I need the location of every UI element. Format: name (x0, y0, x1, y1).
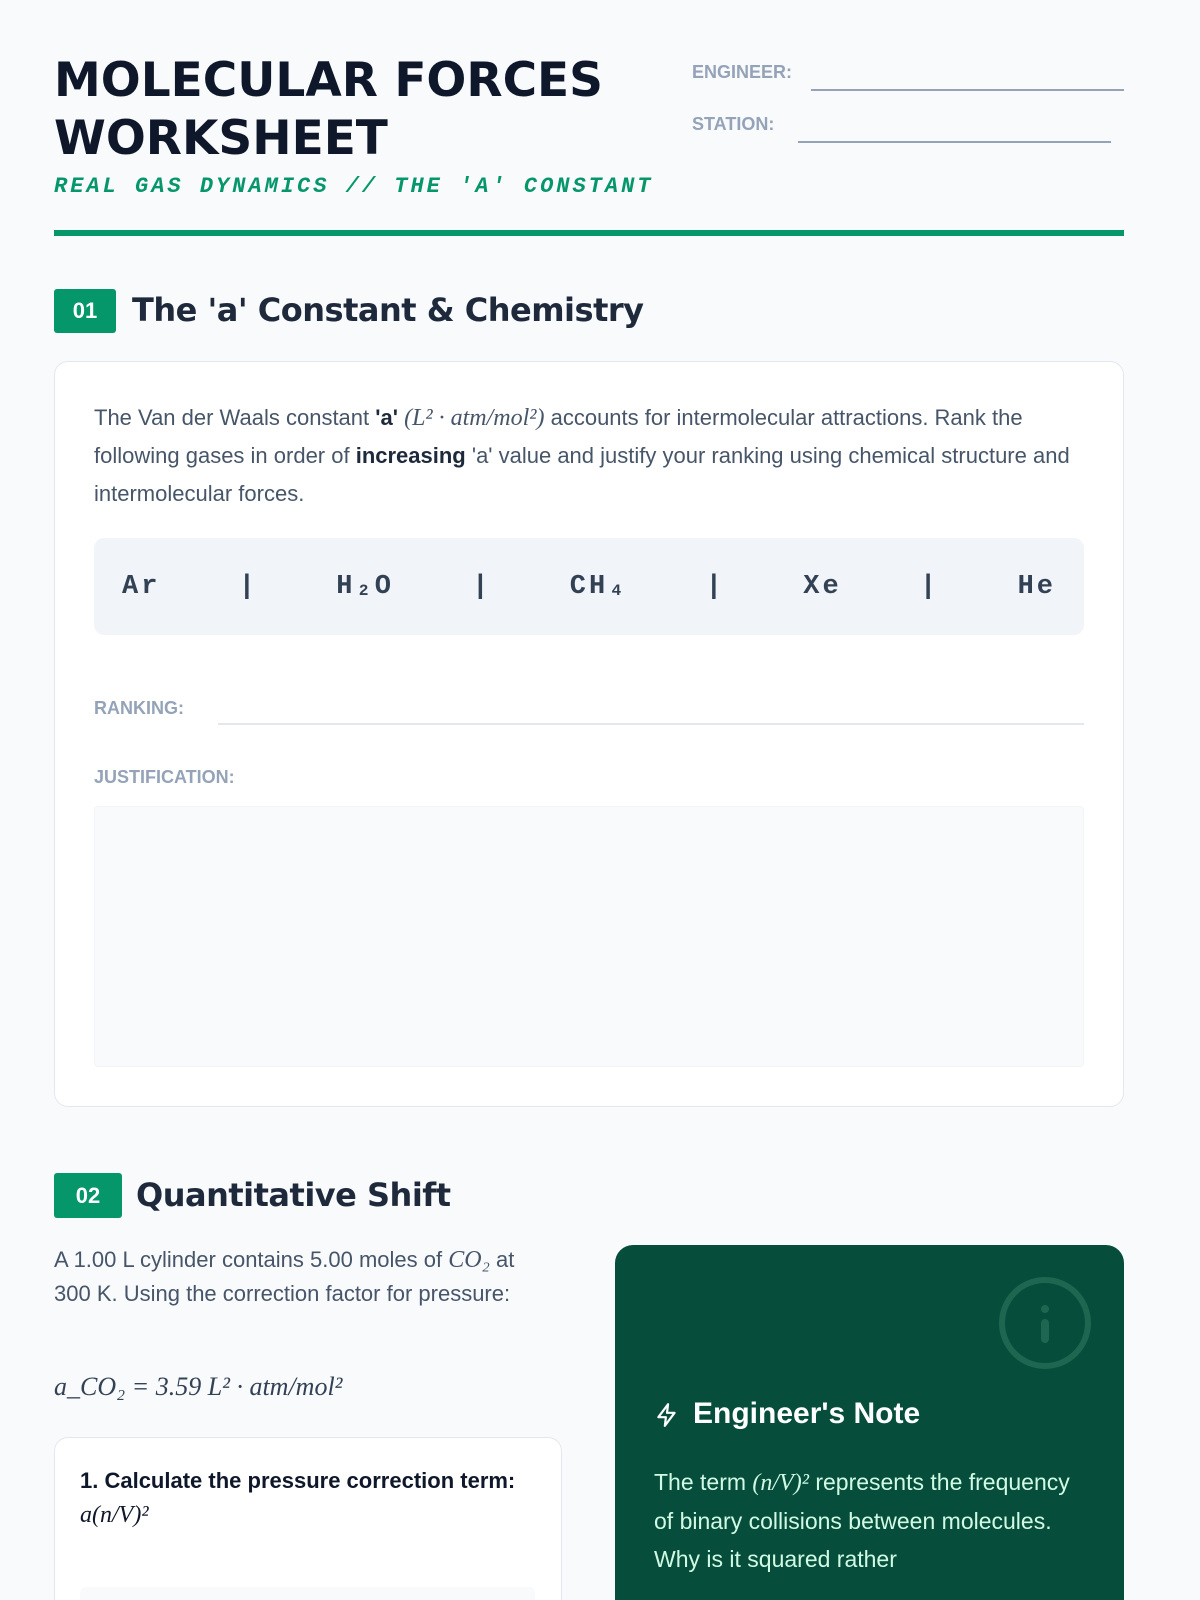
gas-item: Ar (122, 571, 161, 602)
separator: | (705, 571, 725, 602)
note-text: The term (n/V)² represents the frequency of binary collisions between molecules. Why is it squared rather (654, 1469, 1070, 1572)
answer-input[interactable] (80, 1587, 535, 1600)
section2-problem: A 1.00 L cylinder contains 5.00 moles of CO₂ at 300 K. Using the correction factor for pressure: (54, 1247, 515, 1306)
lightning-icon (654, 1402, 680, 1428)
gas-item: H₂O (336, 571, 394, 602)
ranking-label: RANKING: (94, 698, 184, 718)
justification-textarea[interactable] (94, 806, 1084, 1067)
gas-item: CH₄ (569, 571, 628, 602)
separator: | (238, 571, 258, 602)
separator: | (472, 571, 492, 602)
header-divider (54, 230, 1124, 236)
engineers-note (615, 1245, 1124, 1600)
constant-equation: a_CO₂ = 3.59 L² · atm/mol² (54, 1372, 343, 1401)
section1-instructions: The Van der Waals constant 'a' (L² · atm/mol²) accounts for intermolecular attractions. Rank the following gases in order of increasing 'a' value and justify your ranking using chemical structure and intermolecular forces. (94, 405, 1070, 506)
engineer-label: ENGINEER: (692, 62, 793, 82)
section-number-badge: 02 (54, 1173, 122, 1218)
page-title: MOLECULAR FORCES WORKSHEET (54, 53, 604, 166)
note-title: Engineer's Note (693, 1397, 921, 1430)
gas-item: He (1017, 571, 1056, 602)
gas-item: Xe (803, 571, 842, 602)
section-title: The 'a' Constant & Chemistry (132, 291, 644, 329)
page-subtitle: REAL GAS DYNAMICS // THE 'A' CONSTANT (54, 174, 654, 199)
gas-list (94, 538, 1084, 635)
ranking-input[interactable] (218, 723, 1084, 725)
separator: | (920, 571, 940, 602)
station-label: STATION: (692, 114, 775, 134)
question-1: 1. Calculate the pressure correction term: a(n/V)² (80, 1468, 516, 1528)
section-number-badge: 01 (54, 289, 116, 333)
justification-label: JUSTIFICATION: (94, 767, 235, 787)
engineer-input[interactable] (811, 89, 1124, 91)
info-icon (997, 1275, 1093, 1371)
station-input[interactable] (798, 141, 1111, 143)
section-title: Quantitative Shift (136, 1176, 451, 1214)
